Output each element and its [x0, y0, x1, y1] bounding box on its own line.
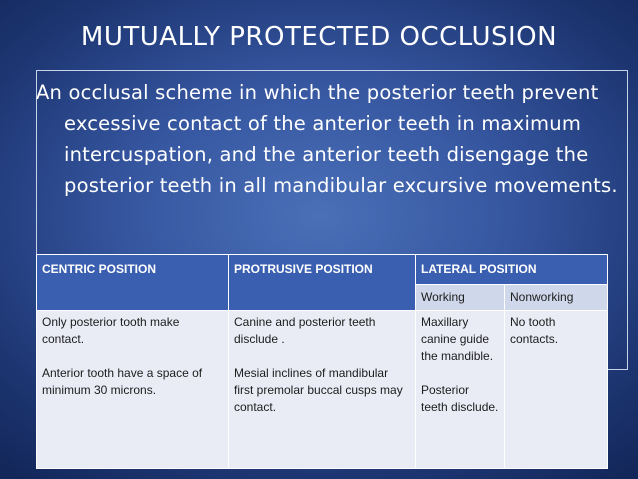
- subheader-working: Working: [416, 285, 505, 311]
- table-header-row: [37, 255, 608, 285]
- slide-title: MUTUALLY PROTECTED OCCLUSION: [80, 22, 558, 52]
- cell-centric: Only posterior tooth make contact. Anterior tooth have a space of minimum 30 microns.: [37, 311, 229, 469]
- header-lateral-position: LATERAL POSITION: [416, 255, 608, 285]
- header-protrusive-position: PROTRUSIVE POSITION: [229, 255, 416, 311]
- occlusion-table: [36, 254, 608, 469]
- cell-protrusive: Canine and posterior teeth disclude . Mesial inclines of mandibular first premolar buccal cusps may contact.: [229, 311, 416, 469]
- cell-working: Maxillary canine guide the mandible. Posterior teeth disclude.: [416, 311, 505, 469]
- subheader-nonworking: Nonworking: [505, 285, 608, 311]
- cell-nonworking: No tooth contacts.: [505, 311, 608, 469]
- header-centric-position: CENTRIC POSITION: [37, 255, 229, 311]
- definition-text: An occlusal scheme in which the posterior teeth prevent excessive contact of the anterior teeth in maximum intercuspation, and the anterior teeth disengage the posterior teeth in all mandibular excursive movements.: [36, 81, 618, 197]
- table-row: [37, 311, 608, 469]
